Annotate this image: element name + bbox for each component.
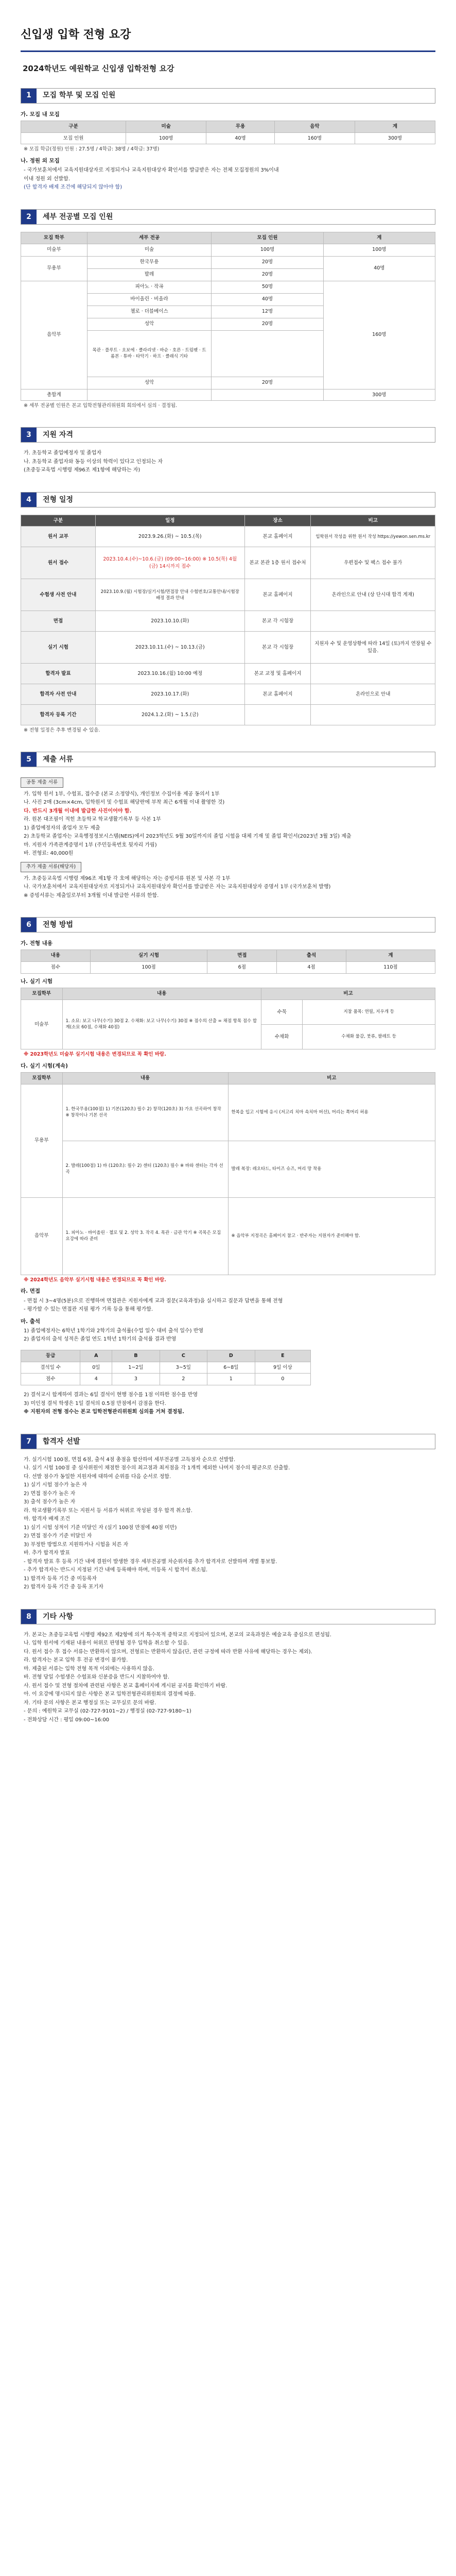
text-line: 2) 합격자 등록 기간 중 등록 포기자 xyxy=(24,1584,103,1590)
text-line: 2) 결석교시 합계하여 결과는 6일 결석이 현행 점수를 1점 이하한 점수를 반영 xyxy=(24,1392,198,1398)
table-header-cell: 모집학부 xyxy=(21,988,63,1000)
text-line: (단 합격자 배제 조건에 해당되지 않아야 함) xyxy=(24,184,122,191)
table-header-cell: 등급 xyxy=(21,1350,80,1362)
table-cell: 12명 xyxy=(212,306,323,318)
table-header-cell: 모집학부 xyxy=(21,1072,63,1084)
table-cell: 2023.9.26.(화) ~ 10.5.(목) xyxy=(95,527,244,547)
text-line: 사. 원서 접수 및 전형 절차에 관련된 사항은 본교 홈페이지에 게시된 공지를 확인하기 바람. xyxy=(24,1683,227,1689)
table-row xyxy=(21,1141,435,1197)
table-cell: 성악 xyxy=(87,318,212,330)
section-title: 전형 방법 xyxy=(43,921,73,929)
subsection-heading: 나. 정원 외 모집 xyxy=(21,158,60,164)
table-cell: 100명 xyxy=(126,132,206,144)
table-cell: 2023.10.16.(월) 10:00 예정 xyxy=(95,664,244,684)
table-row xyxy=(21,999,435,1024)
table-row xyxy=(21,1374,311,1385)
table-cell: 40명 xyxy=(212,293,323,306)
schedule-table xyxy=(21,515,435,726)
table-cell: 지원자 수 및 운영상황에 따라 14일 (토)까지 연장될 수 있음. xyxy=(311,632,435,664)
subsection-heading: 다. 실기 시험(계속) xyxy=(21,1062,68,1069)
text-line: 3) 출석 점수가 높은 자 xyxy=(24,1499,76,1505)
text-line: ※ 지원자의 전형 점수는 본교 입학전형관리위원회 심의를 거쳐 결정됨. xyxy=(24,1409,184,1415)
section-number: 3 xyxy=(21,428,37,442)
table-header-cell: 내용 xyxy=(21,950,91,962)
text-block xyxy=(21,1298,435,1314)
table-header-cell: E xyxy=(255,1350,311,1362)
table-cell: 면접 xyxy=(21,611,96,632)
section-title: 지원 자격 xyxy=(43,431,73,439)
major-quota-table xyxy=(21,232,435,401)
table-row xyxy=(21,579,435,611)
table-cell: 2023.10.17.(화) xyxy=(95,684,244,705)
text-line: 다. 원서 접수 후 접수 서류는 반환하지 않으며, 전형료는 반환하지 않음(단, 관련 규정에 따라 반환 사유에 해당하는 경우는 제외). xyxy=(24,1649,312,1655)
red-note: ※ 2023학년도 미술부 실기시험 내용은 변경되므로 꼭 확인 바람. xyxy=(24,1051,166,1057)
table-cell: 미술 xyxy=(87,244,212,256)
section-major-quota xyxy=(21,209,435,410)
table-header-cell: 출석 xyxy=(277,950,346,962)
text-line: 라. 학교생활기록부 또는 지원서 등 서류가 허위로 작성된 경우 합격 취소함. xyxy=(24,1507,192,1514)
text-line: 다. 반드시 3개월 이내에 발급한 사진이어야 함. xyxy=(24,808,132,814)
text-line: ※ 증빙서류는 제출일로부터 3개월 이내 발급한 서류의 한함. xyxy=(24,892,159,899)
text-line: 마. 합격자 배제 조건 xyxy=(24,1516,70,1522)
text-line: - 평가할 수 있는 면접관 지필 평가 기록 등을 통해 평가함. xyxy=(24,1307,153,1313)
table-cell: 2023.10.4.(수)~10.6.(금) (09:00~16:00) ※ 10.5(목) 4월 (금) 14시까지 접수 xyxy=(95,547,244,579)
recruitment-table xyxy=(21,121,435,145)
table-cell: 합격자 등록 기간 xyxy=(21,705,96,725)
table-cell: 원서 접수 xyxy=(21,547,96,579)
section-selection xyxy=(21,1434,435,1591)
table-cell: 20명 xyxy=(212,256,323,268)
subsection-heading: 라. 면접 xyxy=(21,1288,41,1295)
text-line: 2) 면접 점수가 기준 미달인 자 xyxy=(24,1533,92,1539)
table-cell xyxy=(311,705,435,725)
table-cell: 50명 xyxy=(212,281,323,293)
table-cell: 160명 xyxy=(274,132,355,144)
text-line: 바. 전형료: 40,000원 xyxy=(24,851,74,857)
table-cell: 모집 인원 xyxy=(21,132,126,144)
section-header xyxy=(21,752,435,767)
table-cell: 본교 홈페이지 xyxy=(244,527,311,547)
subsection-heading: 가. 모집 내 모집 xyxy=(21,111,60,117)
table-header-cell: A xyxy=(80,1350,112,1362)
table-cell: 20명 xyxy=(212,318,323,330)
subsection-heading: 마. 출석 xyxy=(21,1318,41,1325)
table-header-cell: 모집 학부 xyxy=(21,232,87,244)
table-cell xyxy=(212,330,323,377)
table-cell: 음악부 xyxy=(21,1197,63,1275)
table-cell: 입학원서 작성을 위한 원서 작성 https://yewon.sen.ms.kr xyxy=(311,527,435,547)
table-cell: 목관 · 플루트 · 오보에 · 클라리넷 · 바순 · 호른 · 트럼펫 · 트롬본 · 튜바 · 타악기 · 하프 · 클래식 기타 xyxy=(87,330,212,377)
section-number: 8 xyxy=(21,1609,37,1624)
table-cell xyxy=(311,611,435,632)
table-cell: 무용부 xyxy=(21,256,87,281)
text-line: 라. 합격자는 본교 입학 후 전공 변경이 불가함. xyxy=(24,1657,128,1664)
section-number: 6 xyxy=(21,918,37,932)
table-header-row xyxy=(21,1350,311,1362)
table-cell: 우편접수 및 팩스 접수 불가 xyxy=(311,547,435,579)
text-line: 1) 졸업예정자는 6학년 1학기와 2학기의 출석률(수업 일수 대비 출석 일수) 반영 xyxy=(24,1328,204,1334)
text-line: - 면접 시 3~4명(5분)으로 진행하며 면접관은 지원자에게 교과 질문(교육과정)을 실시하고 질문과 답변을 통해 전형 xyxy=(24,1298,283,1304)
table-cell: 발레 복장: 레오타드, 타이즈 슈즈, 머리 망 착용 xyxy=(228,1141,435,1197)
table-cell: 합격자 발표 xyxy=(21,664,96,684)
text-block xyxy=(21,167,435,192)
table-row xyxy=(21,962,435,974)
section-number: 5 xyxy=(21,752,37,767)
evaluation-table xyxy=(21,950,435,974)
table-row xyxy=(21,611,435,632)
table-cell: 지참 품목: 연필, 지우개 등 xyxy=(303,999,435,1024)
page-title: 신입생 입학 전형 요강 xyxy=(21,0,435,52)
table-row xyxy=(21,527,435,547)
table-header-row xyxy=(21,1072,435,1084)
attendance-table xyxy=(21,1350,311,1385)
table-cell: 9일 이상 xyxy=(255,1362,311,1374)
section-number: 4 xyxy=(21,493,37,507)
text-line: 3) 미인정 결석 학생은 1일 결석의 0.5점 만점에서 감점을 한다. xyxy=(24,1400,166,1406)
table-header-cell: 세부 전공 xyxy=(87,232,212,244)
text-line: 가. 초등학교 졸업예정자 및 졸업자 xyxy=(24,450,102,456)
table-header-cell: 일정 xyxy=(95,515,244,527)
table-header-cell: 무용 xyxy=(206,121,275,132)
text-line: 가. 본교는 초중등교육법 시행령 제92조 제2항에 의거 특수목적 중학교로 지정되어 있으며, 본교의 교육과정은 예술교육 중심으로 편성됨. xyxy=(24,1632,331,1638)
text-line: 마. 제출된 서류는 입학 전형 목적 이외에는 사용하지 않음. xyxy=(24,1666,154,1672)
text-line: - 추가 합격자는 반드시 지정된 기간 내에 등록해야 하며, 미등록 시 합격이 취소됨. xyxy=(24,1567,208,1573)
text-line: 바. 전형 당일 수험생은 수험표와 신분증을 반드시 지참하여야 함. xyxy=(24,1674,169,1681)
table-row xyxy=(21,1084,435,1141)
text-line: 1) 합격자 등록 기간 중 미등록자 xyxy=(24,1575,97,1582)
text-line: 2) 초등학교 졸업자는 교육행정정보시스템(NEIS)에서 2023학년도 9월 30일까지의 졸업 시험을 대체 기재 및 졸업 확인서(2023년 3월 3일) 제출 xyxy=(24,834,352,840)
table-row xyxy=(21,1197,435,1275)
table-cell: 본교 각 시험장 xyxy=(244,632,311,664)
text-block xyxy=(21,1632,435,1724)
text-line: 다. 선발 점수가 동일한 지원자에 대하여 순위를 다음 순서로 정함. xyxy=(24,1473,171,1480)
table-header-cell: 계 xyxy=(355,121,435,132)
total-label: 총합계 xyxy=(21,389,87,401)
section-title: 모집 학부 및 모집 인원 xyxy=(43,91,116,100)
table-cell: 점수 xyxy=(21,1374,80,1385)
table-cell: 발레 xyxy=(87,268,212,281)
table-cell: 본교 본관 1층 원서 접수처 xyxy=(244,547,311,579)
table-header-cell: D xyxy=(207,1350,255,1362)
table-cell: 한국무용 xyxy=(87,256,212,268)
table-cell: 3 xyxy=(112,1374,160,1385)
section-eligibility xyxy=(21,427,435,474)
table-cell: 1 xyxy=(207,1374,255,1385)
section-header xyxy=(21,917,435,933)
table-row xyxy=(21,1362,311,1374)
table-row xyxy=(21,244,435,256)
total-value: 300명 xyxy=(323,389,435,401)
text-line: 나. 입학 원서에 기재된 내용이 허위로 판명될 경우 입학을 취소할 수 있음. xyxy=(24,1640,189,1647)
section-documents xyxy=(21,752,435,900)
table-row xyxy=(21,664,435,684)
table-cell: 결석일 수 xyxy=(21,1362,80,1374)
text-line: 가. 초중등교육법 시행령 제96조 제1항 각 호에 해당하는 자는 증빙서류 원본 및 사본 각 1부 xyxy=(24,875,231,882)
page-subtitle: 2024학년도 예원학교 신입생 입학전형 요강 xyxy=(23,63,174,73)
table-header-cell: 구분 xyxy=(21,121,126,132)
table-cell: 본교 각 시험장 xyxy=(244,611,311,632)
text-line: - 문의 : 예원학교 교무실 (02-727-9101~2) / 행정실 (02-727-9180~1) xyxy=(24,1708,191,1715)
table-cell: 1~2일 xyxy=(112,1362,160,1374)
table-header-cell: 비고 xyxy=(261,988,435,1000)
table-header-cell: 실기 시험 xyxy=(90,950,207,962)
table-cell: 20명 xyxy=(212,268,323,281)
table-cell: 무용부 xyxy=(21,1084,63,1197)
table-total-row xyxy=(21,389,435,401)
table-cell: 100명 xyxy=(212,244,323,256)
text-line: 3) 부정한 방법으로 지원하거나 시험을 치른 자 xyxy=(24,1541,129,1548)
section-header xyxy=(21,1609,435,1624)
table-header-cell: 모집 인원 xyxy=(212,232,323,244)
table-row xyxy=(21,132,435,144)
table-cell: 첼로 · 더블베이스 xyxy=(87,306,212,318)
text-block xyxy=(21,1328,435,1344)
table-header-cell: 내용 xyxy=(62,1072,228,1084)
section-header xyxy=(21,427,435,443)
section-recruitment xyxy=(21,88,435,192)
text-line: 1) 실기 시험 점수가 높은 자 xyxy=(24,1482,87,1488)
table-cell xyxy=(311,664,435,684)
table-row xyxy=(21,705,435,725)
section-number: 1 xyxy=(21,89,37,103)
table-cell: 40명 xyxy=(206,132,275,144)
section-number: 7 xyxy=(21,1434,37,1449)
text-line: 아. 이 요강에 명시되지 않은 사항은 본교 입학전형관리위원회의 결정에 따름. xyxy=(24,1691,196,1698)
table-row xyxy=(21,632,435,664)
text-block xyxy=(21,450,435,474)
text-line: 이내 정원 외 선발함. xyxy=(24,176,70,182)
table-cell: 성악 xyxy=(87,377,212,389)
section-other xyxy=(21,1609,435,1724)
table-cell: 수묵 xyxy=(261,999,303,1024)
table-cell: 본교 교정 및 홈페이지 xyxy=(244,664,311,684)
text-block xyxy=(21,1392,435,1416)
text-block xyxy=(21,1456,435,1591)
table-cell: 4 xyxy=(80,1374,112,1385)
section-header xyxy=(21,209,435,225)
table-cell: 온라인으로 안내 xyxy=(311,684,435,705)
text-line: 1) 졸업예정자의 졸업자 모두 제출 xyxy=(24,825,100,831)
table-header-row xyxy=(21,515,435,527)
table-header-cell: 미술 xyxy=(126,121,206,132)
table-header-cell: 비고 xyxy=(311,515,435,527)
subsection-heading: 가. 전형 내용 xyxy=(21,940,53,947)
table-cell: 0 xyxy=(255,1374,311,1385)
table-header-cell: B xyxy=(112,1350,160,1362)
table-cell: 2024.1.2.(화) ~ 1.5.(금) xyxy=(95,705,244,725)
table-header-row xyxy=(21,232,435,244)
table-note: ※ 전형 일정은 추후 변경될 수 있음. xyxy=(24,727,100,734)
table-header-cell: 계 xyxy=(346,950,435,962)
table-cell: 4점 xyxy=(277,962,346,974)
table-cell: 1. 한국무용(100점) 1) 기본(120초) 필수 2) 창작(120초) 3) 가요 선곡하여 창작 ※ 창작이나 기본 선곡 xyxy=(62,1084,228,1141)
table-header-row xyxy=(21,988,435,1000)
table-cell: 한복을 입고 시험에 응시 (저고리 치마 속치마 버선), 머리는 쪽머리 허용 xyxy=(228,1084,435,1141)
table-header-cell: 내용 xyxy=(62,988,261,1000)
table-header-cell: 장소 xyxy=(244,515,311,527)
table-cell: 온라인으로 안내 (상 단시대 합격 게재) xyxy=(311,579,435,611)
text-line: 2) 졸업자의 출석 성적은 졸업 연도 1학년 1학기의 출석률 결과 반영 xyxy=(24,1336,177,1343)
table-cell: 100명 xyxy=(323,244,435,256)
table-cell: 바이올린 · 비올라 xyxy=(87,293,212,306)
text-block xyxy=(21,791,435,858)
table-header-cell: C xyxy=(160,1350,207,1362)
section-evaluation xyxy=(21,917,435,1416)
art-exam-table xyxy=(21,988,435,1049)
table-cell: 100점 xyxy=(90,962,207,974)
text-line: 2) 면접 점수가 높은 자 xyxy=(24,1490,76,1497)
table-cell: 6~8일 xyxy=(207,1362,255,1374)
text-line: 가. 입학 원서 1부, 수험표, 접수증 (본교 소정양식), 개인정보 수집이용 제공 동의서 1부 xyxy=(24,791,220,797)
table-cell: 6점 xyxy=(207,962,277,974)
table-cell: 3~5일 xyxy=(160,1362,207,1374)
table-cell: 1. 소묘: 보고 나무(수기) 30점 2. 수채화: 보고 나무(수기) 30점 ※ 점수의 산출 = 채점 항목 점수 합계(소묘 60점, 수채화 40점) xyxy=(62,999,261,1049)
red-note: ※ 2024학년도 음악부 실기시험 내용은 변경되므로 꼭 확인 바람. xyxy=(24,1277,166,1283)
text-line: 1) 실기 시험 성적이 기준 미달인 자 (실기 100점 만점에 40점 미만) xyxy=(24,1524,177,1531)
table-cell: 점수 xyxy=(21,962,91,974)
table-cell: 피아노 · 작곡 xyxy=(87,281,212,293)
table-cell: 300명 xyxy=(355,132,435,144)
table-cell: 40명 xyxy=(323,256,435,281)
table-row xyxy=(21,281,435,293)
dance-music-exam-table xyxy=(21,1072,435,1275)
table-cell: 2 xyxy=(160,1374,207,1385)
table-cell: 본교 홈페이지 xyxy=(244,579,311,611)
table-header-cell: 구분 xyxy=(21,515,96,527)
table-cell: 합격자 사전 안내 xyxy=(21,684,96,705)
table-note: ※ 세부 전공별 인원은 본교 입학전형관리위원회 회의에서 심의 · 결정됨. xyxy=(24,403,178,409)
text-line: 라. 원본 대조필이 적힌 초등학교 학교생활기록부 등 사본 1부 xyxy=(24,817,161,823)
table-row xyxy=(21,256,435,268)
text-line: (초중등교육법 시행령 제96조 제1항에 해당하는 자) xyxy=(24,467,141,473)
table-header-row xyxy=(21,950,435,962)
table-cell: 수채화 xyxy=(261,1024,303,1049)
common-documents-tag: 공통 제출 서류 xyxy=(21,777,63,788)
table-cell: 1. 피아노 · 바이올린 · 첼로 및 2. 성악 3. 작곡 4. 목관 · 금관 악기 ※ 곡목은 모집요강에 따라 준비 xyxy=(62,1197,228,1275)
text-line: 바. 추가 합격자 발표 xyxy=(24,1550,70,1556)
table-cell xyxy=(244,705,311,725)
text-line: 나. 초등학교 졸업자와 동등 이상의 학력이 있다고 인정되는 자 xyxy=(24,459,163,465)
section-title: 세부 전공별 모집 인원 xyxy=(43,212,113,221)
table-cell: 2023.10.10.(화) xyxy=(95,611,244,632)
text-line: 자. 기타 문의 사항은 본교 행정실 또는 교무실로 문의 바람. xyxy=(24,1700,156,1706)
table-note: ※ 모집 학급(정원) 인원 : 27.5명 / 4학급: 38명 / 4학급: 37명) xyxy=(24,146,160,152)
table-cell: 0일 xyxy=(80,1362,112,1374)
table-cell: 수채화 물감, 붓류, 팔레트 등 xyxy=(303,1024,435,1049)
text-line: 나. 사진 2매 (3cm×4cm, 입학원서 및 수험표 해당란에 부착 최근 6개월 이내 촬영한 것) xyxy=(24,800,225,806)
table-cell: 2. 발레(100점) 1) 바 (120초): 필수 2) 센터 (120초) 필수 ※ 바와 센터는 각자 선곡 xyxy=(62,1141,228,1197)
table-header-cell: 면접 xyxy=(207,950,277,962)
text-line: 나. 실기 시험 100점 중 심사위원이 채점한 점수의 최고점과 최저점을 각 1개씩 제외한 나머지 점수의 평균으로 산출함. xyxy=(24,1465,290,1471)
table-header-cell: 음악 xyxy=(274,121,355,132)
section-schedule xyxy=(21,492,435,735)
text-block xyxy=(21,875,435,900)
table-header-cell: 비고 xyxy=(228,1072,435,1084)
table-cell: 실기 시험 xyxy=(21,632,96,664)
section-title: 기타 사항 xyxy=(43,1612,73,1621)
section-title: 합격자 선발 xyxy=(43,1437,80,1446)
table-row xyxy=(21,684,435,705)
section-header xyxy=(21,88,435,104)
table-header-row xyxy=(21,121,435,132)
section-header xyxy=(21,492,435,507)
section-title: 제출 서류 xyxy=(43,755,73,764)
table-cell: 미술부 xyxy=(21,999,63,1049)
table-cell: 음악부 xyxy=(21,281,87,389)
table-cell: 원서 교부 xyxy=(21,527,96,547)
table-cell: 110점 xyxy=(346,962,435,974)
table-cell: 2023.10.9.(월) 시험장/실기시험/면접장 안내 수험번호/교통안내/시험장 배정 결과 안내 xyxy=(95,579,244,611)
text-line: - 국가보훈처에서 교육지원대상자로 지정되거나 교육지원대상자 확인서를 발급받은 자는 전체 모집정원의 3%이내 xyxy=(24,167,279,174)
text-line: 마. 지원자 가족관계증명서 1부 (주민등록번호 뒷자리 가림) xyxy=(24,842,157,848)
section-title: 전형 일정 xyxy=(43,495,73,504)
table-cell: 20명 xyxy=(212,377,323,389)
text-line: - 전화상담 시간 : 평일 09:00~16:00 xyxy=(24,1717,110,1723)
section-header xyxy=(21,1434,435,1449)
table-cell: 160명 xyxy=(323,281,435,389)
table-cell: 본교 홈페이지 xyxy=(244,684,311,705)
section-number: 2 xyxy=(21,210,37,224)
table-cell: 수험생 사전 안내 xyxy=(21,579,96,611)
text-line: - 합격자 발표 후 등록 기간 내에 결원이 발생한 경우 세부전공별 차순위자를 추가 합격자로 선발하며 개별 통보함. xyxy=(24,1558,277,1565)
table-row xyxy=(21,547,435,579)
text-line: 나. 국가보훈처에서 교육지원대상자로 지정되거나 교육지원대상자 확인서를 발급받은 자는 교육지원대상자 증명서 1부 (국가보훈처 발행) xyxy=(24,884,331,890)
table-header-cell: 계 xyxy=(323,232,435,244)
table-cell: 미술부 xyxy=(21,244,87,256)
additional-documents-tag: 추가 제출 서류(해당자) xyxy=(21,862,81,872)
table-cell: 2023.10.11.(수) ~ 10.13.(금) xyxy=(95,632,244,664)
text-line: 가. 실기시험 100점, 면접 6점, 출석 4점 총점을 합산하여 세부전공별 고득점자 순으로 선발함. xyxy=(24,1456,236,1463)
table-cell: ※ 음악부 지정곡은 홈페이지 참고 · 반주자는 지원자가 준비해야 함. xyxy=(228,1197,435,1275)
subsection-heading: 나. 실기 시험 xyxy=(21,978,53,985)
